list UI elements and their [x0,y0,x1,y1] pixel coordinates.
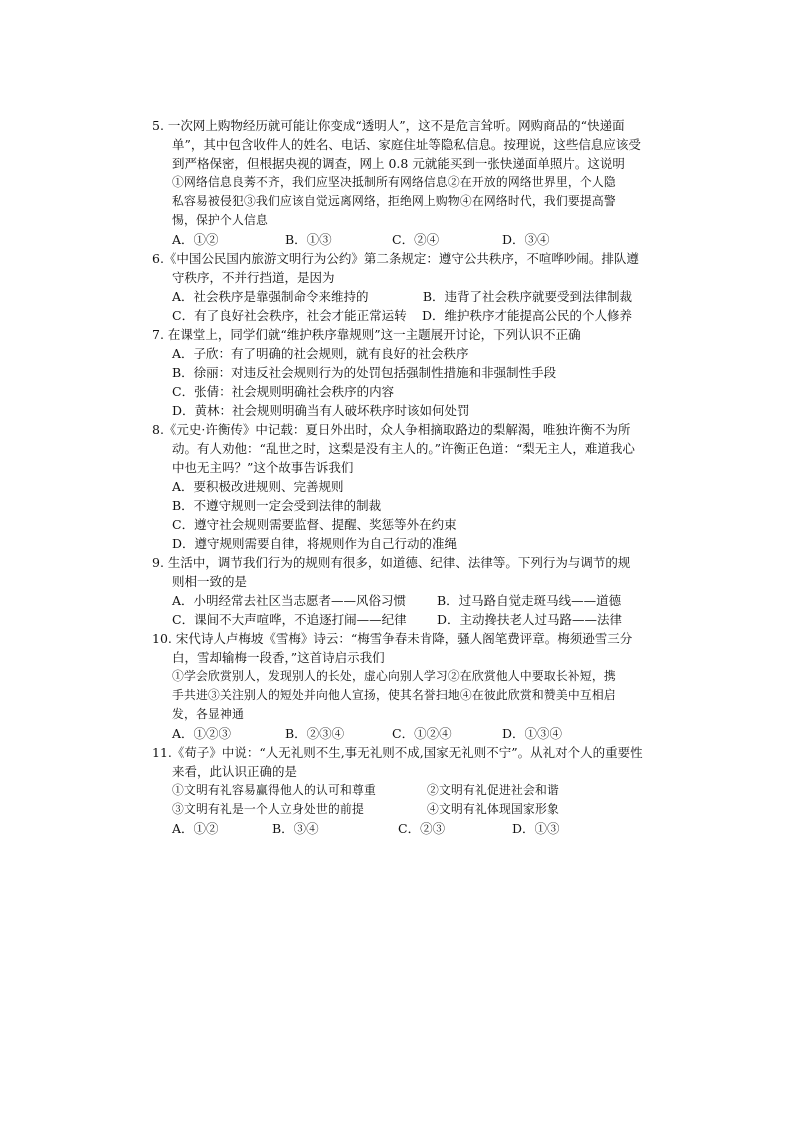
question-list [152,116,643,838]
option-d[interactable]: D．①③ [512,821,560,836]
options-row [152,819,632,838]
statement-4: ④文明有礼体现国家形象 [427,802,559,816]
question-stem: 则相一致的是 [172,574,248,589]
question-8 [152,420,635,553]
statement-line: 手共进③关注别人的短处并向他人宣扬，使其名誉扫地④在彼此欣赏和赞美中互相启 [172,688,616,702]
statement-line: 私容易被侵犯③我们应该自觉远离网络，拒绝网上购物④在网络时代，我们要提高警 [172,194,616,208]
option-b[interactable]: B．③④ [272,821,319,836]
option-a[interactable]: A．①② [172,232,219,247]
option-d[interactable]: D．黄林：社会规则明确当有人破坏秩序时该如何处罚 [172,403,470,418]
options-row [152,610,632,629]
option-d[interactable]: D．主动搀扶老人过马路——法律 [437,612,623,627]
option-d[interactable]: D．③④ [502,232,550,247]
option-d[interactable]: D．遵守规则需要自律，将规则作为自己行动的准绳 [172,536,458,551]
option-c[interactable]: C．张倩：社会规则明确社会秩序的内容 [172,384,395,399]
question-stem: 5. 一次网上购物经历就可能让你变成“透明人”，这不是危言耸听。网购商品的“快递面 [152,118,625,133]
statement-line: ①网络信息良莠不齐，我们应坚决抵制所有网络信息②在开放的网络世界里，个人隐 [172,175,616,189]
question-stem: 6.《中国公民国内旅游文明行为公约》第二条规定：遵守公共秩序，不喧哗吵闹。排队遵 [152,251,639,266]
options-row [152,591,632,610]
option-d[interactable]: D．①③④ [502,726,563,741]
option-b[interactable]: B．不遵守规则一定会受到法律的制裁 [172,498,382,513]
option-c[interactable]: C．遵守社会规则需要监督、提醒、奖惩等外在约束 [172,517,457,532]
question-10 [152,629,632,743]
question-stem: 7. 在课堂上，同学们就“维护秩序靠规则”这一主题展开讨论，下列认识不正确 [152,327,581,342]
statement-1: ①文明有礼容易赢得他人的认可和尊重 [172,783,376,797]
question-stem: 11.《荀子》中说：“人无礼则不生,事无礼则不成,国家无礼则不宁”。从礼对个人的重要性 [152,745,643,760]
option-c[interactable]: C．②④ [392,232,440,247]
options-row [152,287,632,306]
question-stem: 守秩序，不并行挡道，是因为 [172,270,335,285]
statement-line: ①学会欣赏别人，发现别人的长处，虚心向别人学习②在欣赏他人中要取长补短，携 [172,669,616,683]
option-c[interactable]: C．①②④ [392,726,452,741]
question-stem: 单”，其中包含收件人的姓名、电话、家庭住址等隐私信息。按理说，这些信息应该受 [172,137,641,152]
option-a[interactable]: A．小明经常去社区当志愿者——风俗习惯 [172,593,407,608]
option-b[interactable]: B．①③ [285,232,332,247]
question-7 [152,325,632,420]
statement-row [152,800,632,819]
question-stem: 9. 生活中，调节我们行为的规则有很多，如道德、纪律、法律等。下列行为与调节的规 [152,555,631,570]
option-b[interactable]: B．②③④ [285,726,345,741]
question-stem: 8.《元史·许衡传》中记载：夏日外出时，众人争相摘取路边的梨解渴，唯独许衡不为所 [152,422,631,437]
statement-2: ②文明有礼促进社会和谐 [427,783,559,797]
question-6 [152,249,639,325]
options-row [152,306,632,325]
statement-line: 惕，保护个人信息 [172,213,268,227]
question-stem: 动。有人劝他：“乱世之时，这梨是没有主人的。”许衡正色道：“梨无主人，难道我心 [172,441,635,456]
option-c[interactable]: C．有了良好社会秩序，社会才能正常运转 [172,308,407,323]
option-d[interactable]: D．维护秩序才能提高公民的个人修养 [421,308,632,323]
options-row [152,230,632,249]
statement-row [152,781,632,800]
question-stem: 来看，此认识正确的是 [172,764,298,779]
option-a[interactable]: A．①②③ [172,726,232,741]
option-b[interactable]: B．违背了社会秩序就要受到法律制裁 [422,289,632,304]
option-a[interactable]: A．子欣：有了明确的社会规则，就有良好的社会秩序 [172,346,469,361]
question-stem: 到严格保密，但根据央视的调查，网上 0.8 元就能买到一张快递面单照片。这说明 [172,156,625,171]
question-9 [152,553,632,629]
option-c[interactable]: C．②③ [398,821,446,836]
question-stem: 白，雪却输梅一段香，”这首诗启示我们 [172,650,385,665]
option-a[interactable]: A．社会秩序是靠强制命令来维持的 [172,289,369,304]
question-11 [152,743,643,838]
option-a[interactable]: A．①② [172,821,219,836]
statement-3: ③文明有礼是一个人立身处世的前提 [172,802,364,816]
question-stem: 10. 宋代诗人卢梅坡《雪梅》诗云：“梅雪争春未肯降，骚人阁笔费评章。梅须逊雪三分 [152,631,633,646]
question-5 [152,116,641,249]
options-row [152,724,632,743]
option-b[interactable]: B．过马路自觉走斑马线——道德 [437,593,622,608]
option-c[interactable]: C．课间不大声喧哗，不追逐打闹——纪律 [172,612,407,627]
question-stem: 中也无主吗？”这个故事告诉我们 [172,460,354,475]
option-b[interactable]: B．徐丽：对违反社会规则行为的处罚包括强制性措施和非强制性手段 [172,365,557,380]
statement-line: 发，各显神通 [172,707,244,721]
option-a[interactable]: A．要积极改进规则、完善规则 [172,479,344,494]
